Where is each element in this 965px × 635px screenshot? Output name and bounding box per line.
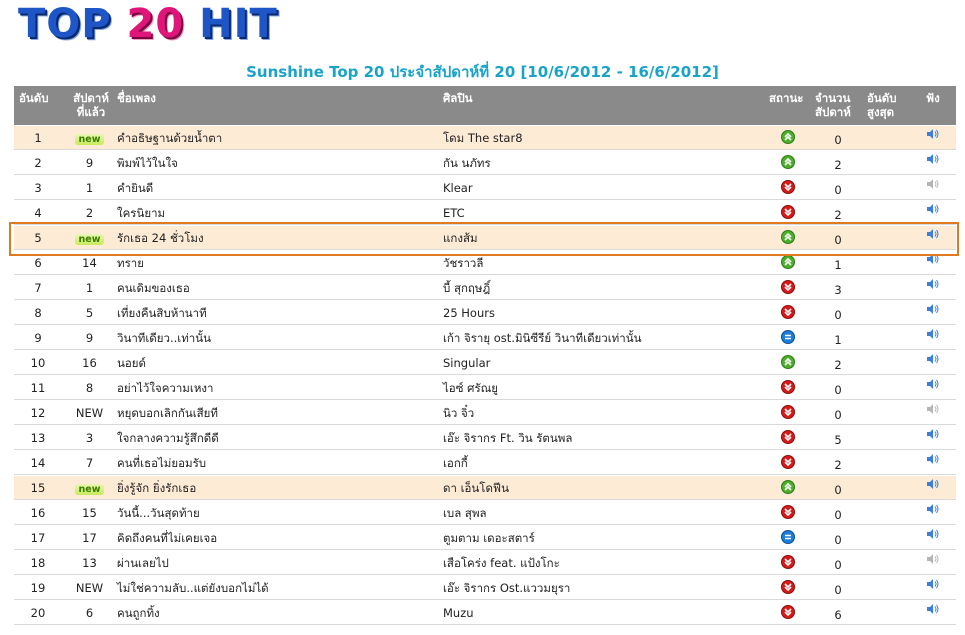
song-title: ไม่ใช่ความลับ..แต่ยังบอกไม่ได้ bbox=[117, 581, 269, 595]
speaker-play-icon[interactable] bbox=[926, 503, 940, 515]
last-week-cell bbox=[62, 432, 117, 445]
table-row[interactable] bbox=[14, 401, 956, 425]
last-week-cell bbox=[62, 332, 117, 345]
table-row[interactable] bbox=[14, 501, 956, 525]
song-title: วันนี้...วันสุดท้าย bbox=[117, 506, 200, 520]
status-up-icon bbox=[781, 130, 795, 144]
rank-value: 2 bbox=[34, 156, 42, 170]
table-row[interactable] bbox=[14, 176, 956, 200]
song-title: ทราย bbox=[117, 256, 144, 270]
last-week-cell bbox=[62, 482, 117, 495]
table-row[interactable] bbox=[14, 276, 956, 300]
status-down-icon bbox=[781, 505, 795, 519]
speaker-play-icon[interactable] bbox=[926, 603, 940, 615]
weeks-value: 0 bbox=[834, 308, 842, 322]
status-down-icon bbox=[781, 455, 795, 469]
rank-value: 5 bbox=[34, 231, 42, 245]
weeks-value: 1 bbox=[834, 333, 842, 347]
new-badge: new bbox=[75, 134, 105, 145]
artist-name: นิว จิ๋ว bbox=[443, 406, 475, 420]
rank-value: 9 bbox=[34, 331, 42, 345]
song-title: พิมพ์ไว้ในใจ bbox=[117, 156, 178, 170]
speaker-play-icon[interactable] bbox=[926, 278, 940, 290]
last-week-value: 6 bbox=[85, 606, 94, 620]
table-row[interactable] bbox=[14, 426, 956, 450]
header-last-week-line1: สัปดาห์ bbox=[73, 91, 109, 105]
status-same-icon bbox=[781, 330, 795, 344]
rank-value: 19 bbox=[30, 581, 46, 595]
rank-value: 8 bbox=[34, 306, 42, 320]
status-up-icon bbox=[781, 355, 795, 369]
artist-name: กัน นภัทร bbox=[443, 156, 491, 170]
last-week-cell bbox=[62, 532, 117, 545]
header-weeks-line2: สัปดาห์ bbox=[815, 105, 851, 119]
new-badge: new bbox=[75, 484, 105, 495]
speaker-play-icon[interactable] bbox=[926, 353, 940, 365]
weeks-value: 2 bbox=[834, 208, 842, 222]
last-week-value: 17 bbox=[82, 531, 97, 545]
speaker-play-icon[interactable] bbox=[926, 528, 940, 540]
weeks-value: 6 bbox=[834, 608, 842, 622]
last-week-value: 15 bbox=[82, 506, 97, 520]
status-up-icon bbox=[781, 255, 795, 269]
weeks-value: 0 bbox=[834, 583, 842, 597]
speaker-play-icon[interactable] bbox=[926, 128, 940, 140]
artist-name: เอ๊ะ จิรากร Ost.แววมยุรา bbox=[443, 581, 571, 595]
song-title: คำยินดี bbox=[117, 181, 154, 195]
artist-name: แกงส้ม bbox=[443, 231, 478, 245]
weeks-value: 0 bbox=[834, 183, 842, 197]
last-week-cell bbox=[62, 607, 117, 620]
weeks-value: 0 bbox=[834, 133, 842, 147]
new-badge: new bbox=[75, 234, 105, 245]
logo-word-hit: HIT bbox=[199, 1, 278, 47]
weeks-value: 0 bbox=[834, 483, 842, 497]
status-down-icon bbox=[781, 280, 795, 294]
last-week-cell bbox=[62, 157, 117, 170]
song-title: ใครนิยาม bbox=[117, 206, 166, 220]
logo-word-20: 20 bbox=[126, 1, 185, 47]
last-week-cell bbox=[62, 132, 117, 145]
song-title: คนที่เธอไม่ยอมรับ bbox=[117, 456, 207, 470]
song-title: นอยด์ bbox=[117, 356, 146, 370]
rank-value: 1 bbox=[34, 131, 42, 145]
rank-value: 10 bbox=[30, 356, 46, 370]
speaker-play-icon[interactable] bbox=[926, 178, 940, 190]
song-title: หยุดบอกเลิกกันเสียที bbox=[117, 406, 218, 420]
weeks-value: 5 bbox=[834, 433, 842, 447]
last-week-cell bbox=[62, 307, 117, 320]
last-week-value: NEW bbox=[75, 581, 104, 595]
speaker-play-icon[interactable] bbox=[926, 203, 940, 215]
last-week-value: NEW bbox=[75, 406, 104, 420]
weeks-value: 2 bbox=[834, 358, 842, 372]
status-down-icon bbox=[781, 555, 795, 569]
artist-name: ตูมตาม เดอะสตาร์ bbox=[443, 531, 535, 545]
header-rank: อันดับ bbox=[19, 91, 49, 105]
weeks-value: 2 bbox=[834, 158, 842, 172]
table-row[interactable] bbox=[14, 601, 956, 625]
weeks-value: 0 bbox=[834, 533, 842, 547]
song-title: ผ่านเลยไป bbox=[117, 556, 169, 570]
last-week-value: 7 bbox=[85, 456, 94, 470]
table-row[interactable] bbox=[14, 451, 956, 475]
header-listen: ฟัง bbox=[926, 91, 940, 105]
speaker-play-icon[interactable] bbox=[926, 453, 940, 465]
status-same-icon bbox=[781, 530, 795, 544]
header-peak bbox=[867, 91, 897, 119]
weeks-value: 0 bbox=[834, 233, 842, 247]
status-down-icon bbox=[781, 430, 795, 444]
last-week-value: 1 bbox=[85, 281, 94, 295]
speaker-play-icon[interactable] bbox=[926, 403, 940, 415]
last-week-cell bbox=[62, 282, 117, 295]
weeks-value: 2 bbox=[834, 458, 842, 472]
rank-value: 7 bbox=[34, 281, 42, 295]
artist-name: Singular bbox=[443, 356, 491, 370]
logo-word-top: TOP bbox=[18, 1, 112, 47]
rank-value: 14 bbox=[30, 456, 46, 470]
artist-name: ดา เอ็นโดฟีน bbox=[443, 481, 509, 495]
rank-value: 3 bbox=[34, 181, 42, 195]
top20hit-logo bbox=[18, 2, 278, 46]
status-up-icon bbox=[781, 480, 795, 494]
weeks-value: 3 bbox=[834, 283, 842, 297]
last-week-value: 2 bbox=[85, 206, 94, 220]
row-selection-highlight bbox=[9, 222, 959, 256]
header-weeks-line1: จำนวน bbox=[815, 91, 851, 105]
table-row[interactable] bbox=[14, 376, 956, 400]
last-week-cell bbox=[62, 257, 117, 270]
artist-name: เอกกี้ bbox=[443, 456, 468, 470]
speaker-play-icon[interactable] bbox=[926, 578, 940, 590]
table-row[interactable] bbox=[14, 476, 956, 500]
last-week-cell bbox=[62, 407, 117, 420]
last-week-value: 3 bbox=[85, 431, 94, 445]
song-title: คนถูกทิ้ง bbox=[117, 606, 160, 620]
song-title: ใจกลางความรู้สึกดีดี bbox=[117, 431, 219, 445]
speaker-play-icon[interactable] bbox=[926, 328, 940, 340]
header-status: สถานะ bbox=[769, 91, 804, 105]
table-row[interactable] bbox=[14, 126, 956, 150]
weeks-value: 0 bbox=[834, 558, 842, 572]
song-title: เที่ยงคืนสิบห้านาที bbox=[117, 306, 207, 320]
artist-name: เก้า จิรายุ ost.มินิซีรีย์ วินาทีเดียวเท่านั้น bbox=[443, 331, 642, 345]
song-title: คนเดิมของเธอ bbox=[117, 281, 190, 295]
table-row[interactable] bbox=[14, 576, 956, 600]
last-week-cell bbox=[62, 582, 117, 595]
table-row[interactable] bbox=[14, 526, 956, 550]
last-week-value: 9 bbox=[85, 331, 94, 345]
weeks-value: 0 bbox=[834, 383, 842, 397]
song-title: ยิ่งรู้จัก ยิ่งรักเธอ bbox=[117, 481, 197, 495]
last-week-cell bbox=[62, 557, 117, 570]
status-down-icon bbox=[781, 405, 795, 419]
last-week-cell bbox=[62, 357, 117, 370]
artist-name: Muzu bbox=[443, 606, 474, 620]
artist-name: เอ๊ะ จิรากร Ft. วิน รัตนพล bbox=[443, 431, 573, 445]
speaker-play-icon[interactable] bbox=[926, 553, 940, 565]
last-week-cell bbox=[62, 507, 117, 520]
header-peak-line1: อันดับ bbox=[867, 91, 897, 105]
last-week-value: 8 bbox=[85, 381, 94, 395]
table-row[interactable] bbox=[14, 351, 956, 375]
chart-title: Sunshine Top 20 ประจำสัปดาห์ที่ 20 [10/6/2012 - 16/6/2012] bbox=[246, 63, 719, 81]
last-week-cell bbox=[62, 182, 117, 195]
last-week-cell bbox=[62, 457, 117, 470]
weeks-value: 0 bbox=[834, 408, 842, 422]
artist-name: ไอซ์ ศรัณยู bbox=[443, 381, 499, 395]
rank-value: 20 bbox=[30, 606, 46, 620]
artist-name: วัชราวลี bbox=[443, 256, 484, 270]
status-down-icon bbox=[781, 580, 795, 594]
artist-name: บี้ สุกฤษฎิ์ bbox=[443, 281, 491, 295]
header-weeks bbox=[815, 91, 851, 119]
artist-name: 25 Hours bbox=[443, 306, 495, 320]
rank-value: 6 bbox=[34, 256, 42, 270]
header-last-week-line2: ที่แล้ว bbox=[76, 105, 106, 119]
rank-value: 18 bbox=[30, 556, 46, 570]
song-title: อย่าไว้ใจความเหงา bbox=[117, 381, 214, 395]
status-down-icon bbox=[781, 380, 795, 394]
speaker-play-icon[interactable] bbox=[926, 428, 940, 440]
last-week-value: 5 bbox=[85, 306, 94, 320]
artist-name: เสือโคร่ง feat. แป้งโกะ bbox=[443, 556, 560, 570]
speaker-play-icon[interactable] bbox=[926, 153, 940, 165]
last-week-value: 1 bbox=[85, 181, 94, 195]
weeks-value: 1 bbox=[834, 258, 842, 272]
header-peak-line2: สูงสุด bbox=[867, 105, 895, 119]
song-title: คิดถึงคนที่ไม่เคยเจอ bbox=[117, 531, 218, 545]
song-title: รักเธอ 24 ชั่วโมง bbox=[117, 231, 204, 245]
artist-name: Klear bbox=[443, 181, 473, 195]
artist-name: เบล สุพล bbox=[443, 506, 487, 520]
last-week-value: 16 bbox=[82, 356, 97, 370]
header-artist: ศิลปิน bbox=[443, 91, 473, 105]
rank-value: 12 bbox=[30, 406, 46, 420]
status-up-icon bbox=[781, 155, 795, 169]
rank-value: 15 bbox=[30, 481, 46, 495]
speaker-play-icon[interactable] bbox=[926, 478, 940, 490]
table-row[interactable] bbox=[14, 301, 956, 325]
rank-value: 13 bbox=[30, 431, 46, 445]
header-song: ชื่อเพลง bbox=[117, 91, 156, 105]
status-down-icon bbox=[781, 180, 795, 194]
status-down-icon bbox=[781, 605, 795, 619]
last-week-cell bbox=[62, 207, 117, 220]
rank-value: 16 bbox=[30, 506, 46, 520]
last-week-value: 9 bbox=[85, 156, 94, 170]
weeks-value: 0 bbox=[834, 508, 842, 522]
song-title: วินาทีเดียว..เท่านั้น bbox=[117, 331, 211, 345]
table-row[interactable] bbox=[14, 326, 956, 350]
rank-value: 4 bbox=[34, 206, 42, 220]
last-week-value: 14 bbox=[82, 256, 97, 270]
last-week-value: 13 bbox=[82, 556, 97, 570]
speaker-play-icon[interactable] bbox=[926, 378, 940, 390]
last-week-cell bbox=[62, 382, 117, 395]
header-last-week bbox=[66, 91, 116, 119]
rank-value: 17 bbox=[30, 531, 46, 545]
table-header bbox=[14, 86, 956, 125]
artist-name: โดม The star8 bbox=[443, 131, 523, 145]
song-title: คำอธิษฐานด้วยน้ำตา bbox=[117, 131, 223, 145]
artist-name: ETC bbox=[443, 206, 465, 220]
rank-value: 11 bbox=[30, 381, 46, 395]
table-row[interactable] bbox=[14, 151, 956, 175]
speaker-play-icon[interactable] bbox=[926, 303, 940, 315]
status-down-icon bbox=[781, 305, 795, 319]
status-down-icon bbox=[781, 205, 795, 219]
table-row[interactable] bbox=[14, 551, 956, 575]
